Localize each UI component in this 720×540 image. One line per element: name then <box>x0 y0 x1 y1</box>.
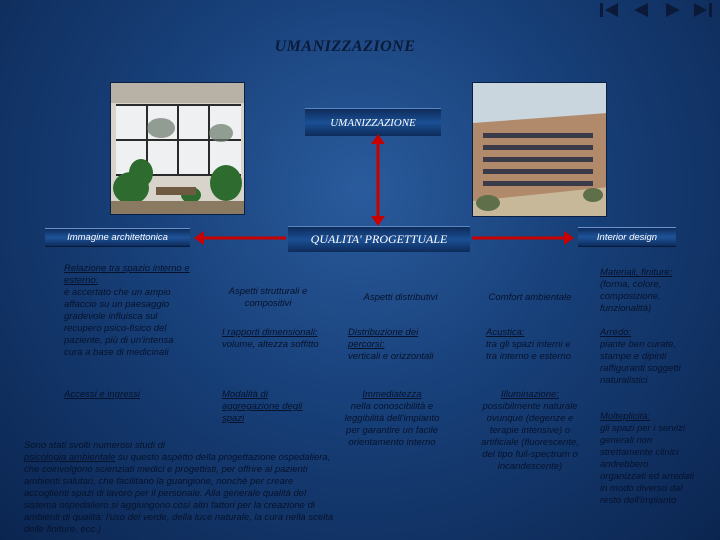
banner-umanizzazione: UMANIZZAZIONE <box>305 108 441 136</box>
col3-immediatezza-title: Immediatezza <box>362 389 422 400</box>
col5-materiali-title: Materiali, finiture: <box>600 267 673 278</box>
col4-illuminazione-body: possibilmente naturale ovunque (degenze e terapie intensive) o artificiale (fluorescente, del tipo full-spectrum o incandescente) <box>481 401 579 472</box>
col5-materiali-body: (forma, colore, composizione, funzionalità) <box>600 279 662 314</box>
footer-p1: Sono stati svolti numerosi studi di <box>24 440 165 451</box>
col2-rapporti-title: I rapporti dimensionali: <box>222 327 318 338</box>
col5-arredo-body: piante ben curate, stampe e dipinti raffiguranti soggetti naturalistici <box>600 339 681 386</box>
col4-comfort-ambientale: Comfort ambientale <box>488 292 572 303</box>
col5-molteplicita <box>600 411 695 507</box>
col3-immediatezza-body: nella conoscibilità e leggibilità dell'impianto per garantire un facile orientamento interno <box>344 401 440 448</box>
banner-immagine-architettonica: Immagine architettonica <box>45 228 190 247</box>
col1-relazione-title: Relazione tra spazio interno e esterno: <box>64 263 190 286</box>
col4-acustica-body: tra gli spazi interni e tra interno e esterno <box>486 339 572 362</box>
banner-qualita-progettuale: QUALITA' PROGETTUALE <box>288 226 470 252</box>
col3-distribuzione-title: Distribuzione dei percorsi: <box>348 327 419 350</box>
banner-interior-design: Interior design <box>578 227 676 247</box>
col4-illuminazione-title: Illuminazione: <box>500 389 560 400</box>
footer-paragraph <box>24 440 334 536</box>
col1-relazione-body: è accertato che un ampio affaccio su un paesaggio gradevole influisca sul recupero psico-fisico del paziente, più di un'intensa cura a base di medicinali <box>64 287 174 358</box>
footer-p3: su questo aspetto della progettazione ospedaliera, che coinvolgono scienziati medici e progettisti, per offrire ai pazienti ambienti salutari, che facilitano la guarigione, nonché per creare accoglienti spazi di lavoro per il personale. Alla generale qualità del sistema ospedaliero si aggiungono così altri fattori per la creazione di ambienti di qualità: l'uso del verde, della luce naturale, la cura nella scelta delle finiture, ecc.) <box>24 452 334 535</box>
col2-aspetti-strutturali: Aspetti strutturali e compositivi <box>228 286 308 309</box>
col4-illuminazione <box>480 389 580 473</box>
col1-relazione <box>64 263 194 359</box>
col2-aggregazione: Modalità di aggregazione degli spazi <box>222 389 303 424</box>
footer-psicologia-ambientale: psicologia ambientale <box>24 452 116 463</box>
col3-distribuzione-body: verticali e orizzontali <box>348 351 434 362</box>
col5-materiali <box>600 267 695 315</box>
col5-molteplicita-title: Molteplicità: <box>600 411 651 422</box>
col3-distribuzione <box>348 327 448 363</box>
col4-acustica-title: Acustica: <box>486 327 525 338</box>
col5-arredo <box>600 327 695 387</box>
col4-acustica <box>486 327 576 363</box>
slide-title: UMANIZZAZIONE <box>274 38 416 55</box>
col2-rapporti-body: volume, altezza soffitto <box>222 339 319 350</box>
col5-arredo-title: Arredo: <box>600 327 632 338</box>
col1-accessi: Accessi e ingressi <box>64 389 141 400</box>
col3-aspetti-distributivi: Aspetti distributivi <box>363 292 438 303</box>
col5-molteplicita-body: gli spazi per i servizi generali non strettamente clinici andrebbero organizzati ed arredati in modo diverso dal resto dell'impianto <box>600 423 694 506</box>
col3-immediatezza <box>342 389 442 449</box>
col2-rapporti <box>222 327 322 351</box>
